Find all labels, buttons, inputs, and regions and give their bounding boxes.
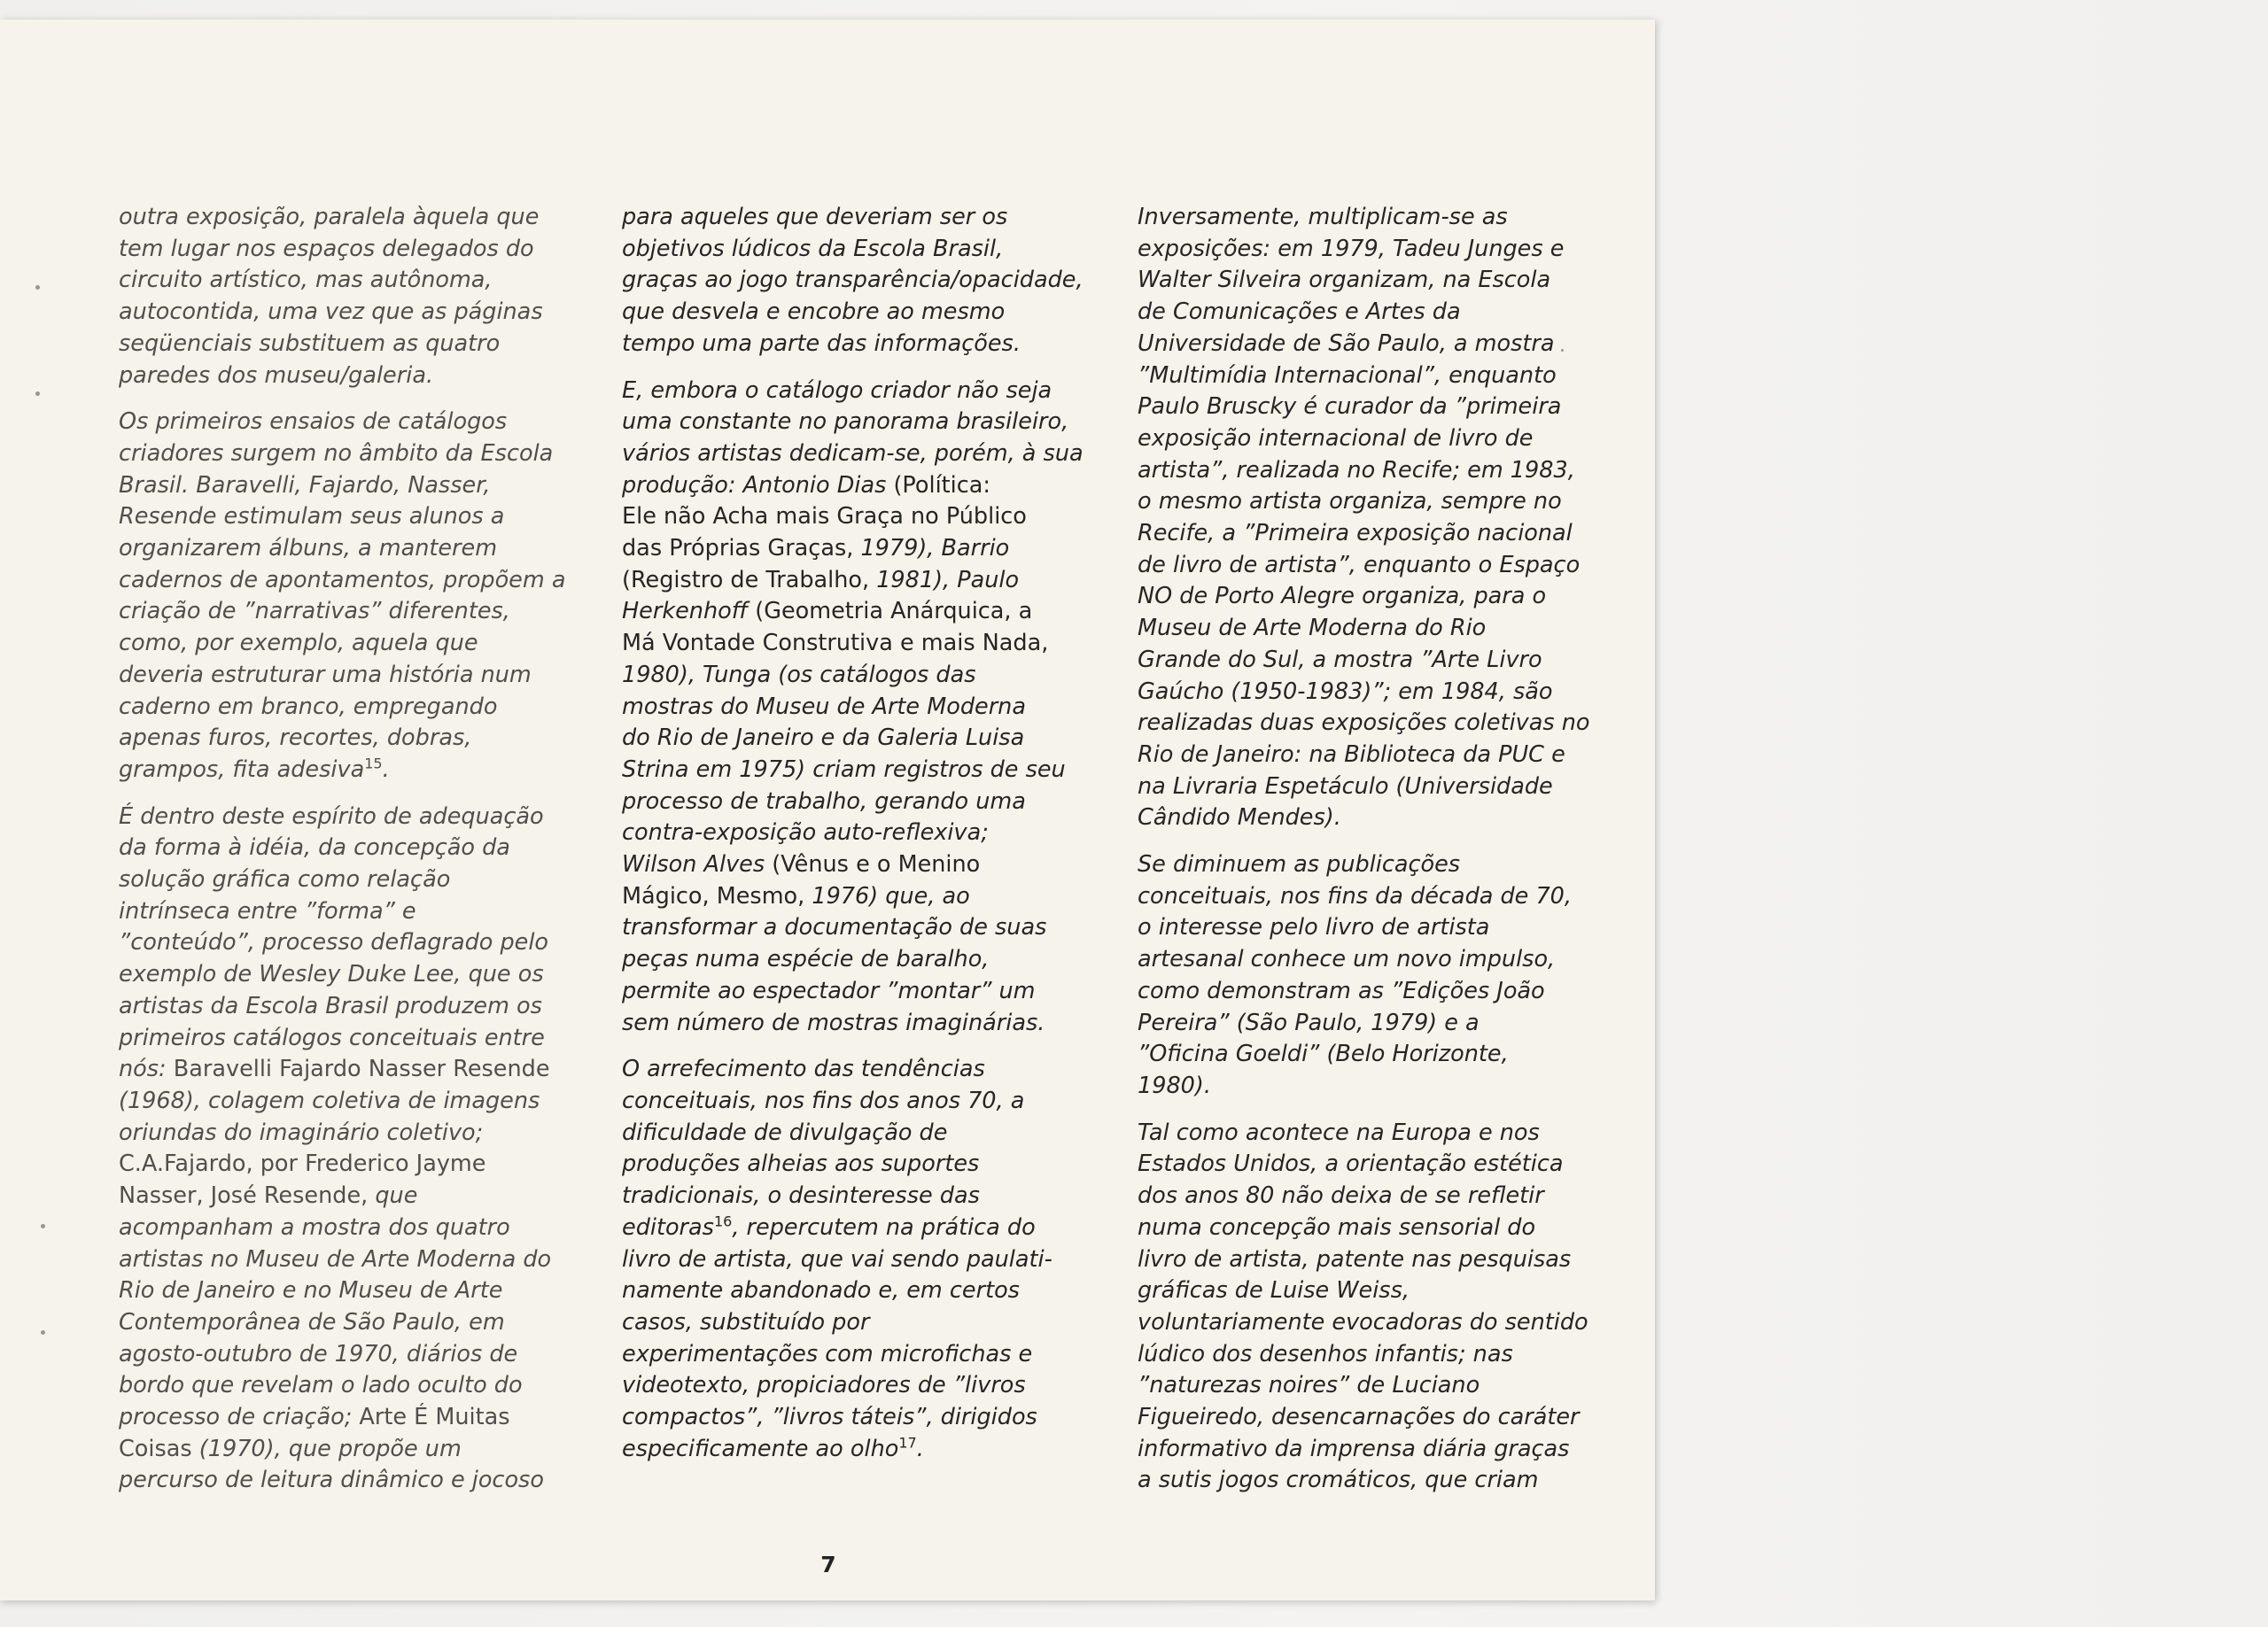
text-run: peças numa espécie de baralho, [622, 946, 990, 973]
text-run: Cândido Mendes). [1138, 804, 1341, 832]
text-line [622, 234, 1083, 266]
text-run: voluntariamente evocadoras do sentido [1138, 1308, 1588, 1336]
text-run: autocontida, uma vez que as páginas [119, 298, 543, 326]
text-line [1138, 677, 1581, 709]
text-run: Figueiredo, desencarnações do caráter [1138, 1404, 1580, 1431]
text-line [119, 501, 553, 533]
text-line [622, 1244, 1083, 1276]
text-run: Strina em 1975) criam registros de seu [622, 755, 1066, 783]
text-run: Mágico, Mesmo, [622, 882, 812, 910]
text-line [1138, 771, 1581, 803]
text-run: da forma à idéia, da concepção da [119, 834, 510, 862]
text-run: cadernos de apontamentos, propõem a [119, 566, 566, 593]
text-line [1138, 581, 1581, 613]
text-line [119, 1054, 553, 1086]
text-line [1138, 645, 1581, 677]
text-run: Rio de Janeiro e no Museu de Arte [119, 1277, 503, 1305]
paper-speck [41, 1224, 45, 1228]
paragraph [622, 1054, 1083, 1465]
text-run: grampos, fita adesiva [119, 755, 365, 783]
text-column-1 [119, 202, 566, 1497]
text-line [119, 1118, 553, 1150]
text-run: 1979), Barrio [860, 535, 1010, 562]
text-run: livro de artista, patente nas pesquisas [1138, 1245, 1572, 1273]
text-line [119, 202, 553, 234]
text-line [1138, 912, 1581, 944]
text-line [119, 628, 553, 660]
text-line [119, 1149, 553, 1181]
paragraph [622, 376, 1083, 1040]
document-page [0, 19, 1655, 1600]
text-line [119, 360, 553, 392]
paper-speck [35, 285, 40, 290]
text-line [119, 1244, 553, 1276]
text-run: mostras do Museu de Arte Moderna [622, 693, 1026, 720]
text-line [1138, 360, 1581, 392]
text-run: criação de ”narrativas” diferentes, [119, 598, 510, 625]
text-line [1138, 391, 1581, 423]
text-line [622, 1339, 1083, 1371]
text-line [1138, 944, 1581, 976]
text-line [1138, 1307, 1588, 1339]
text-line [1138, 708, 1590, 740]
text-line [119, 959, 553, 991]
text-line [622, 596, 1083, 628]
text-run: numa concepção mais sensorial do [1138, 1213, 1536, 1241]
text-line [622, 329, 1083, 360]
text-run: (Política: [893, 471, 990, 499]
text-run: artesanal conhece um novo impulso, [1138, 946, 1556, 973]
text-line [1138, 1181, 1581, 1213]
text-run: Se diminuem as publicações [1138, 851, 1461, 879]
text-line [622, 786, 1083, 818]
text-line [1138, 550, 1581, 582]
paragraph [1138, 202, 1590, 834]
text-run: 1976) que, ao [812, 882, 970, 910]
text-line [119, 565, 566, 597]
text-run: Recife, a ”Primeira exposição nacional [1138, 520, 1573, 547]
text-line [622, 849, 1083, 881]
text-run: ”conteúdo”, processo deflagrado pelo [119, 929, 549, 957]
text-line [1138, 1434, 1581, 1466]
text-run: permite ao espectador ”montar” um [622, 977, 1036, 1004]
text-run: tem lugar nos espaços delegados do [119, 235, 534, 262]
text-run: conceituais, nos fins dos anos 70, a [622, 1087, 1025, 1114]
text-run: (Vênus e o Menino [772, 851, 981, 879]
text-line [622, 660, 1083, 692]
text-line [1138, 486, 1581, 518]
text-line [119, 297, 553, 329]
text-run: namente abandonado e, em certos [622, 1277, 1020, 1305]
text-line [119, 833, 553, 864]
text-line [622, 723, 1083, 755]
text-line [119, 991, 553, 1023]
text-line [119, 1213, 553, 1244]
text-run: dificuldade de divulgação de [622, 1119, 948, 1146]
text-run: oriundas do imaginário coletivo; [119, 1119, 484, 1146]
text-run: O arrefecimento das tendências [622, 1056, 985, 1083]
text-line [119, 265, 553, 297]
paper-speck [1561, 349, 1564, 352]
text-line [119, 896, 553, 928]
text-run: solução gráfica como relação [119, 866, 451, 894]
text-line [622, 1402, 1083, 1434]
text-line [119, 1370, 553, 1402]
text-line [622, 944, 1083, 976]
text-run: acompanham a mostra dos quatro [119, 1213, 510, 1241]
text-line [622, 438, 1083, 470]
text-line [119, 723, 553, 755]
text-run: como, por exemplo, aquela que [119, 630, 478, 657]
text-run: Estados Unidos, a orientação estética [1138, 1151, 1564, 1178]
text-line [1138, 613, 1581, 645]
text-run: contra-exposição auto-reflexiva; [622, 819, 989, 847]
text-run: bordo que revelam o lado oculto do [119, 1372, 523, 1399]
text-run: circuito artístico, mas autônoma, [119, 267, 493, 294]
text-line [622, 1086, 1083, 1118]
text-line [119, 329, 553, 360]
text-line [119, 1307, 553, 1339]
text-line [119, 660, 553, 692]
text-run: informativo da imprensa diária graças [1138, 1435, 1570, 1462]
text-line [1138, 329, 1581, 360]
text-run: Herkenhoff [622, 598, 756, 625]
text-run: de Comunicações e Artes da [1138, 298, 1461, 326]
text-run: conceituais, nos fins da década de 70, [1138, 882, 1573, 910]
paragraph [1138, 1118, 1588, 1497]
text-run: Pereira” (São Paulo, 1979) e a [1138, 1009, 1480, 1036]
text-run: a sutis jogos cromáticos, que criam [1138, 1467, 1539, 1494]
text-run: para aqueles que deveriam ser os [622, 204, 1008, 230]
text-run: percurso de leitura dinâmico e jocoso [119, 1467, 544, 1494]
text-line [119, 1275, 553, 1307]
text-run: organizarem álbuns, a manterem [119, 535, 498, 562]
text-run: Ele não Acha mais Graça no Público [622, 503, 1027, 531]
text-run: livro de artista, que vai sendo paulati- [622, 1245, 1052, 1273]
text-line [119, 407, 553, 438]
paragraph [119, 407, 566, 786]
text-line [119, 1181, 553, 1213]
text-line [1138, 1071, 1581, 1103]
text-line [1138, 1402, 1581, 1434]
text-run: editoras [622, 1213, 714, 1241]
text-line [622, 1008, 1083, 1040]
text-run: ”naturezas noires” de Luciano [1138, 1372, 1480, 1399]
text-run: intrínseca entre ”forma” e [119, 897, 416, 925]
text-run: objetivos lúdicos da Escola Brasil, [622, 235, 1004, 262]
text-run: C.A.Fajardo, por Frederico Jayme [119, 1151, 486, 1178]
text-run: ”Multimídia Internacional”, enquanto [1138, 361, 1557, 389]
text-run: como demonstram as ”Edições João [1138, 977, 1545, 1004]
text-line [119, 1339, 553, 1371]
text-line [1138, 455, 1581, 487]
text-line [1138, 1149, 1581, 1181]
text-run: exemplo de Wesley Duke Lee, que os [119, 961, 544, 988]
text-run: Paulo Bruscky é curador da ”primeira [1138, 393, 1562, 421]
text-line [119, 1086, 553, 1118]
text-line [1138, 976, 1581, 1008]
text-run: lúdico dos desenhos infantis; nas [1138, 1340, 1513, 1367]
text-line [622, 202, 1083, 234]
text-line [1138, 1039, 1581, 1071]
text-line [1138, 1244, 1581, 1276]
text-run: artista”, realizada no Recife; em 1983, [1138, 456, 1575, 484]
text-run: processo de trabalho, gerando uma [622, 787, 1026, 815]
text-run: das Próprias Graças, [622, 535, 861, 562]
page-number: 7 [820, 1552, 836, 1577]
text-line [1138, 1213, 1581, 1244]
text-run: Gaúcho (1950-1983)”; em 1984, são [1138, 678, 1553, 705]
text-line [1138, 849, 1581, 881]
text-run: vários artistas dedicam-se, porém, à sua [622, 439, 1084, 467]
text-line [1138, 202, 1581, 234]
text-line [1138, 234, 1581, 266]
text-run: Resende estimulam seus alunos a [119, 503, 505, 531]
text-run: graças ao jogo transparência/opacidade, [622, 267, 1084, 294]
text-run: Baravelli Fajardo Nasser Resende [173, 1056, 550, 1083]
text-line [622, 976, 1083, 1008]
text-column-3 [1138, 202, 1590, 1497]
text-run: Wilson Alves [622, 851, 773, 879]
paper-speck [41, 1330, 45, 1335]
text-line [622, 1149, 1083, 1181]
text-line [119, 927, 553, 959]
text-run: , repercutem na prática do [732, 1213, 1036, 1241]
text-line [622, 407, 1083, 438]
text-run: É dentro deste espírito de adequação [119, 802, 544, 830]
text-run: 1980). [1138, 1072, 1211, 1099]
text-run: Rio de Janeiro: na Biblioteca da PUC e [1138, 740, 1565, 768]
text-line [1138, 881, 1581, 913]
text-run: apenas furos, recortes, dobras, [119, 724, 472, 752]
text-run: (1968), colagem coletiva de imagens [119, 1087, 540, 1114]
text-run: 1980), Tunga (os catálogos das [622, 661, 976, 688]
text-run: o mesmo artista organiza, sempre no [1138, 488, 1562, 515]
text-run: casos, substituído por [622, 1308, 870, 1336]
text-line [622, 1054, 1083, 1086]
text-line [622, 628, 1083, 660]
text-line [622, 376, 1083, 407]
text-column-2 [622, 202, 1083, 1465]
text-run: realizadas duas exposições coletivas no [1138, 709, 1590, 737]
text-line [622, 1118, 1083, 1150]
text-run: agosto-outubro de 1970, diários de [119, 1340, 518, 1367]
text-run: criadores surgem no âmbito da Escola [119, 439, 554, 467]
text-line [1138, 423, 1581, 455]
text-run: tradicionais, o desinteresse das [622, 1182, 980, 1210]
text-line [622, 501, 1083, 533]
text-run: outra exposição, paralela àquela que [119, 204, 540, 230]
text-run: Walter Silveira organizam, na Escola [1138, 267, 1551, 294]
text-run: que [375, 1182, 418, 1210]
footnote-ref: 15 [364, 755, 383, 772]
text-run: . [382, 755, 390, 783]
text-run: de livro de artista”, enquanto o Espaço [1138, 551, 1581, 578]
text-run: NO de Porto Alegre organiza, para o [1138, 583, 1547, 610]
text-line [622, 265, 1083, 297]
text-line [622, 692, 1083, 724]
text-run: experimentações com microfichas e [622, 1340, 1033, 1367]
text-line [1138, 297, 1581, 329]
text-run: E, embora o catálogo criador não seja [622, 376, 1052, 404]
text-line [622, 755, 1083, 786]
text-run: dos anos 80 não deixa de se refletir [1138, 1182, 1544, 1210]
text-line [1138, 1008, 1581, 1040]
text-line [119, 470, 553, 502]
text-run: caderno em branco, empregando [119, 693, 498, 720]
text-run: transformar a documentação de suas [622, 914, 1047, 941]
text-run: tempo uma parte das informações. [622, 329, 1021, 357]
text-run: compactos”, ”livros táteis”, dirigidos [622, 1404, 1037, 1431]
text-line [622, 1275, 1083, 1307]
text-line [1138, 1118, 1581, 1150]
text-run: Arte É Muitas [359, 1404, 510, 1431]
text-run: gráficas de Luise Weiss, [1138, 1277, 1410, 1305]
text-line [1138, 1465, 1581, 1497]
text-line [622, 817, 1083, 849]
text-line [119, 755, 553, 786]
paper-speck [35, 391, 40, 396]
paragraph [622, 202, 1083, 360]
text-line [1138, 1370, 1581, 1402]
text-line [622, 1370, 1083, 1402]
text-run: processo de criação; [119, 1404, 360, 1431]
text-line [622, 881, 1083, 913]
text-run: videotexto, propiciadores de ”livros [622, 1372, 1026, 1399]
paragraph [1138, 849, 1581, 1103]
text-line [119, 1465, 553, 1497]
text-run: Contemporânea de São Paulo, em [119, 1308, 505, 1336]
text-line [622, 1307, 1083, 1339]
text-run: exposições: em 1979, Tadeu Junges e [1138, 235, 1565, 262]
text-run: (Registro de Trabalho, [622, 566, 877, 593]
text-run: que desvela e encobre ao mesmo [622, 298, 1006, 326]
text-run: produção: Antonio Dias [622, 471, 894, 499]
text-run: Museu de Arte Moderna do Rio [1138, 615, 1487, 642]
text-run: sem número de mostras imaginárias. [622, 1009, 1045, 1036]
text-run: do Rio de Janeiro e da Galeria Luisa [622, 724, 1025, 752]
text-run: artistas no Museu de Arte Moderna do [119, 1245, 552, 1273]
paragraph [119, 802, 553, 1497]
footnote-ref: 16 [713, 1213, 733, 1230]
text-line [622, 533, 1083, 565]
text-run: Universidade de São Paulo, a mostra [1138, 329, 1555, 357]
text-run: especificamente ao olho [622, 1435, 899, 1462]
text-run: 1981), Paulo [876, 566, 1020, 593]
text-run: Tal como acontece na Europa e nos [1138, 1119, 1540, 1146]
text-line [1138, 518, 1581, 550]
text-run: paredes dos museu/galeria. [119, 361, 434, 389]
text-line [119, 438, 553, 470]
text-run: na Livraria Espetáculo (Universidade [1138, 772, 1553, 800]
paragraph [119, 202, 553, 391]
text-line [119, 1402, 553, 1434]
text-line [622, 565, 1083, 597]
text-run: Os primeiros ensaios de catálogos [119, 408, 508, 436]
text-line [622, 297, 1083, 329]
text-line [1138, 740, 1581, 771]
text-line [119, 533, 553, 565]
text-line [622, 1213, 1083, 1244]
text-line [1138, 1275, 1581, 1307]
text-run: deveria estruturar uma história num [119, 661, 532, 688]
text-line [1138, 265, 1581, 297]
text-line [119, 1434, 553, 1466]
text-run: seqüenciais substituem as quatro [119, 329, 501, 357]
text-line [119, 864, 553, 896]
text-line [622, 470, 1083, 502]
text-line [119, 692, 553, 724]
text-run: Má Vontade Construtiva e mais Nada, [622, 630, 1049, 657]
text-line [119, 802, 553, 833]
footnote-ref: 17 [898, 1434, 917, 1452]
text-line [622, 912, 1083, 944]
text-run: primeiros catálogos conceituais entre [119, 1024, 545, 1051]
text-run: Coisas [119, 1435, 199, 1462]
text-run: Brasil. Baravelli, Fajardo, Nasser, [119, 471, 491, 499]
text-run: produções alheias aos suportes [622, 1151, 980, 1178]
text-run: ”Oficina Goeldi” (Belo Horizonte, [1138, 1041, 1509, 1068]
text-run: (1970), que propõe um [198, 1435, 462, 1462]
text-line [119, 234, 553, 266]
text-run: exposição internacional de livro de [1138, 424, 1534, 452]
text-run: Grande do Sul, a mostra ”Arte Livro [1138, 646, 1542, 673]
text-run: artistas da Escola Brasil produzem os [119, 992, 542, 1019]
text-run: (Geometria Anárquica, a [755, 598, 1033, 625]
text-line [119, 596, 553, 628]
text-line [622, 1434, 1083, 1466]
text-run: o interesse pelo livro de artista [1138, 914, 1490, 941]
text-line [1138, 1339, 1581, 1371]
text-run: . [916, 1435, 924, 1462]
text-run: uma constante no panorama brasileiro, [622, 408, 1069, 436]
text-run: Nasser, José Resende, [119, 1182, 376, 1210]
text-run: Inversamente, multiplicam-se as [1138, 204, 1508, 230]
text-line [1138, 802, 1581, 834]
text-line [119, 1023, 553, 1055]
text-run: nós: [119, 1056, 174, 1083]
text-line [622, 1181, 1083, 1213]
